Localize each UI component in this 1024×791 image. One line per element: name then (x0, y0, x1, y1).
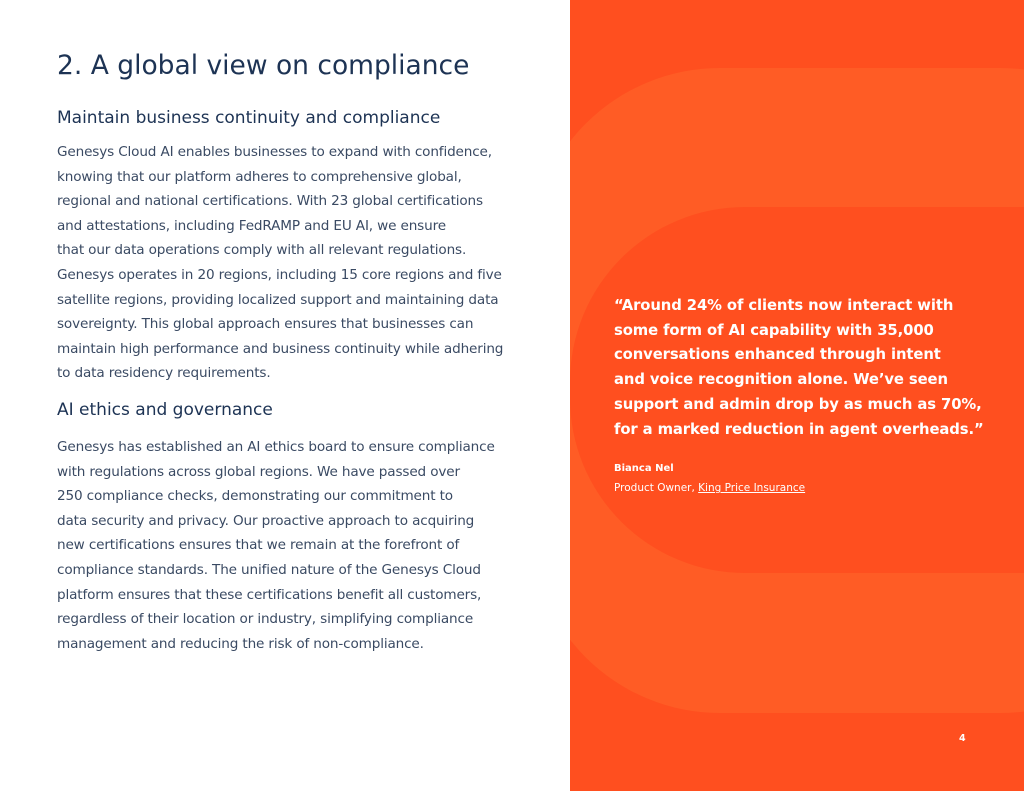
body-line: maintain high performance and business continuity while adhering (57, 340, 504, 357)
quote-line: “Around 24% of clients now interact with (614, 297, 954, 314)
body-line: Genesys Cloud AI enables businesses to expand with confidence, (57, 144, 492, 160)
section-body-ethics (57, 435, 547, 656)
body-line: Genesys has established an AI ethics board to ensure compliance (57, 439, 495, 455)
body-line: knowing that our platform adheres to comprehensive global, (57, 168, 462, 185)
body-line: regardless of their location or industry, simplifying compliance (57, 611, 474, 628)
body-line: management and reducing the risk of non-compliance. (57, 635, 424, 652)
quote-line: support and admin drop by as much as 70%, (614, 395, 982, 413)
quote-line: some form of AI capability with 35,000 (614, 321, 934, 339)
body-line: compliance standards. The unified nature of the Genesys Cloud (57, 561, 481, 578)
page-title: 2. A global view on compliance (57, 50, 470, 81)
quote-line: conversations enhanced through intent (614, 346, 941, 364)
body-line: platform ensures that these certifications benefit all customers, (57, 586, 482, 603)
section-heading-ethics: AI ethics and governance (57, 400, 273, 420)
body-line: satellite regions, providing localized support and maintaining data (57, 291, 499, 308)
body-line: with regulations across global regions. We have passed over (57, 463, 460, 480)
quote-line: and voice recognition alone. We’ve seen (614, 371, 948, 389)
section-body-continuity (57, 140, 547, 386)
body-line: sovereignty. This global approach ensures that businesses can (57, 316, 474, 333)
testimonial-quote (614, 294, 1014, 442)
page-number: 4 (959, 733, 966, 744)
quote-line: for a marked reduction in agent overheads.” (614, 420, 984, 438)
body-line: regional and national certifications. With 23 global certifications (57, 193, 483, 210)
company-link[interactable]: King Price Insurance (698, 482, 806, 494)
body-line: new certifications ensures that we remain at the forefront of (57, 537, 460, 554)
author-title: Product Owner, (614, 482, 699, 494)
section-heading-continuity: Maintain business continuity and compliance (57, 108, 441, 128)
body-line: to data residency requirements. (57, 365, 271, 382)
testimonial-author-name: Bianca Nel (614, 463, 674, 474)
body-line: and attestations, including FedRAMP and EU AI, we ensure (57, 217, 446, 234)
body-line: that our data operations comply with all relevant regulations. (57, 242, 467, 259)
body-line: Genesys operates in 20 regions, including 15 core regions and five (57, 266, 502, 283)
body-line: 250 compliance checks, demonstrating our commitment to (57, 488, 453, 505)
testimonial-author-role (614, 482, 805, 494)
body-line: data security and privacy. Our proactive approach to acquiring (57, 512, 475, 529)
